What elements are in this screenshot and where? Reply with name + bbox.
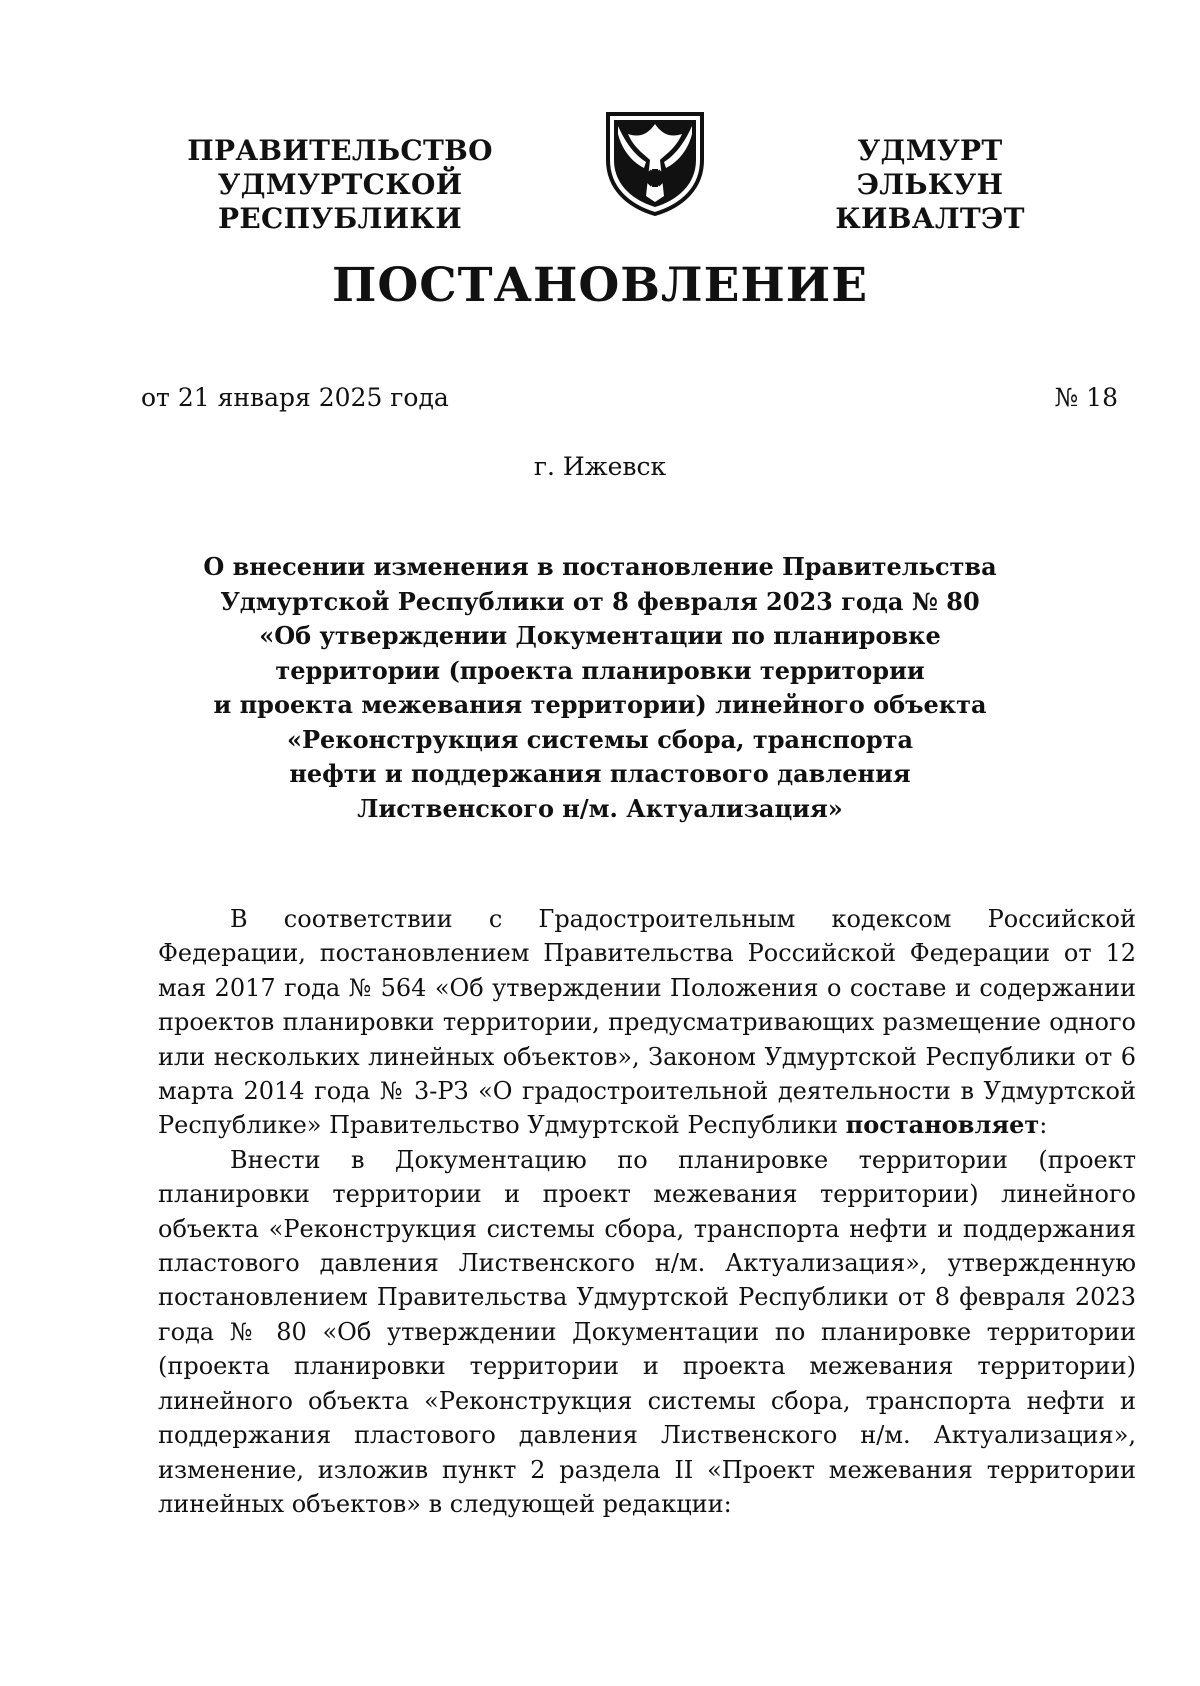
subject-line: «Об утверждении Документации по планировке: [259, 621, 941, 650]
resolves-keyword: постановляет: [845, 1110, 1040, 1140]
preamble-colon: :: [1039, 1111, 1048, 1140]
subject-line: О внесении изменения в постановление Правительства: [203, 552, 997, 581]
subject-line: территории (проекта планировки территории: [275, 655, 925, 685]
body-paragraph-amendment: [158, 1143, 1136, 1521]
document-city: г. Ижевск: [533, 452, 667, 481]
subject-line: и проекта межевания территории) линейного объекта: [213, 690, 987, 719]
org-left-line-1: ПРАВИТЕЛЬСТВО: [187, 134, 493, 167]
subject-line: Удмуртской Республики от 8 февраля 2023 года № 80: [220, 586, 980, 616]
preamble-text: В соответствии с Градостроительным кодексом Российской Федерации, постановлением Правительства Российской Федерации от 12 мая 2017 года № 564 «Об утверждении Положения о составе и содержании проектов планировки территории, предусматривающих размещение одного или нескольких линейных объектов», Законом Удмуртской Республики от 6 марта 2014 года № 3-РЗ «О градостроительной деятельности в Удмуртской Республике» Правительство Удмуртской Республики: [158, 905, 1136, 1140]
amendment-text: Внести в Документацию по планировке территории (проект планировки территории и проект межевания территории) линейного объекта «Реконструкция системы сбора, транспорта нефти и поддержания пластового давления Лиственского н/м. Актуализация», утвержденную постановлением Правительства Удмуртской Республики от 8 февраля 2023 года № 80 «Об утверждении Документации по планировке территории (проекта планировки территории и проекта межевания территории) линейного объекта «Реконструкция системы сбора, транспорта нефти и поддержания пластового давления Лиственского н/м. Актуализация», изменение, изложив пункт 2 раздела II «Проект межевания территории линейных объектов» в следующей редакции:: [158, 1145, 1136, 1518]
government-name-udmurt: [780, 134, 1080, 236]
udmurt-coat-of-arms-icon: [600, 104, 710, 216]
document-type-title: ПОСТАНОВЛЕНИЕ: [331, 258, 869, 313]
document-number: № 18: [1054, 383, 1118, 412]
org-right-line-2: КИВАЛТЭТ: [835, 202, 1025, 235]
subject-line: нефти и поддержания пластового давления: [289, 759, 911, 788]
org-left-line-2: УДМУРТСКОЙ РЕСПУБЛИКИ: [217, 168, 463, 235]
document-date: от 21 января 2025 года: [141, 383, 449, 412]
document-subject: [200, 550, 1000, 826]
subject-line: «Реконструкция системы сбора, транспорта: [286, 724, 914, 754]
document-body: [158, 902, 1136, 1521]
org-right-line-1: УДМУРТ ЭЛЬКУН: [856, 134, 1004, 201]
government-name-russian: [140, 134, 540, 236]
subject-line: Лиственского н/м. Актуализация»: [357, 793, 843, 823]
body-paragraph-preamble: [158, 902, 1136, 1143]
